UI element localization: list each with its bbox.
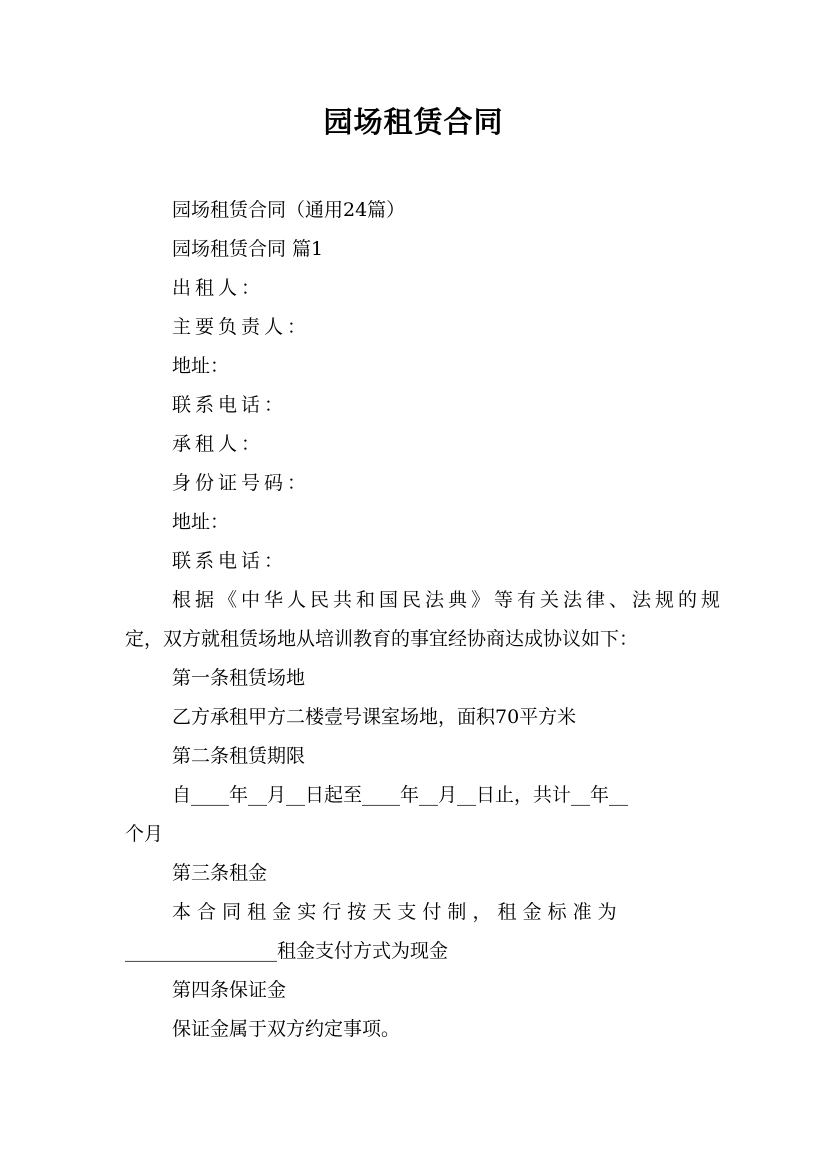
paragraph-line: 个月 bbox=[125, 823, 164, 845]
article-heading: 第一条租赁场地 bbox=[172, 667, 306, 689]
document-title: 园场租赁合同 bbox=[323, 105, 504, 139]
paragraph-line: ________________租金支付方式为现金 bbox=[125, 940, 449, 962]
article-heading: 第四条保证金 bbox=[172, 979, 287, 1001]
lessee-phone-field: 联系电话： bbox=[172, 550, 288, 572]
lessor-field: 出租人： bbox=[172, 277, 265, 299]
paragraph-line: 定，双方就租赁场地从培训教育的事宜经协商达成协议如下： bbox=[125, 628, 639, 650]
section-heading: 园场租赁合同 篇1 bbox=[172, 238, 324, 260]
lessee-address-field: 地址： bbox=[172, 511, 230, 533]
id-number-field: 身份证号码： bbox=[172, 472, 311, 494]
paragraph-line: 本 合 同 租 金 实 行 按 天 支 付 制 ， 租 金 标 准 为 bbox=[172, 901, 617, 923]
lessor-address-field: 地址： bbox=[172, 355, 230, 377]
paragraph-line: 乙方承租甲方二楼壹号课室场地，面积70平方米 bbox=[172, 706, 577, 728]
paragraph-line: 自____年__月__日起至____年__月__日止，共计__年__ bbox=[172, 784, 629, 806]
lessor-phone-field: 联系电话： bbox=[172, 394, 288, 416]
subtitle-line: 园场租赁合同（通用24篇） bbox=[172, 199, 406, 221]
lessee-field: 承租人： bbox=[172, 433, 265, 455]
article-heading: 第三条租金 bbox=[172, 862, 268, 884]
paragraph-line: 根据《中华人民共和国民法典》等有关法律、法规的规 bbox=[172, 589, 725, 611]
principal-field: 主要负责人： bbox=[172, 316, 311, 338]
paragraph-line: 保证金属于双方约定事项。 bbox=[172, 1018, 401, 1040]
article-heading: 第二条租赁期限 bbox=[172, 745, 306, 767]
